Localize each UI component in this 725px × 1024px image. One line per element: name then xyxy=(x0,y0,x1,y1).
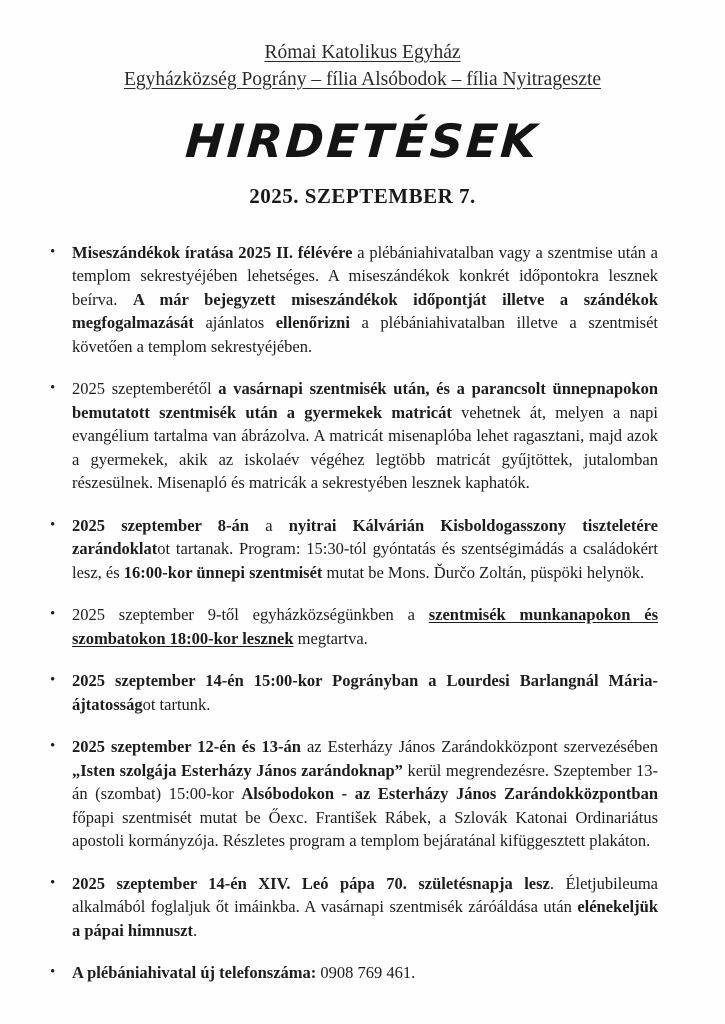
announcement-item xyxy=(50,603,658,650)
page-title: HIRDETÉSEK xyxy=(183,113,542,168)
bullet-icon: • xyxy=(50,672,56,689)
text-segment: a plébániahivatalban vagy a szentmise után a templom sekrestyéjében lehetséges. A miseszándékok konkrét időpontokra lesznek beírva. xyxy=(72,242,658,309)
text-segment: 2025 szeptember 12-én és 13-án xyxy=(72,737,301,757)
bullet-icon: • xyxy=(50,516,56,533)
text-segment: 2025 szeptemberétől xyxy=(72,379,219,399)
text-segment: megtartva. xyxy=(293,628,368,648)
text-segment: ot tartanak. Program: 15:30-tól gyóntatás és szentségimádás a családokért lesz, és xyxy=(72,539,658,582)
parish-name xyxy=(0,67,725,94)
announcement-text xyxy=(72,514,658,585)
text-segment: 16:00-kor ünnepi szentmisét xyxy=(123,562,323,582)
announcement-list xyxy=(0,241,725,985)
text-segment: a plébániahivatalban illetve a szentmisét követően a templom sekrestyéjében. xyxy=(72,313,658,356)
date-heading: 2025. SZEPTEMBER 7. xyxy=(249,183,476,208)
announcement-item xyxy=(50,735,658,853)
text-segment: 2025 szeptember 8-án xyxy=(72,515,249,535)
text-segment: 2025 szeptember 14-én XIV. Leó pápa 70. születésnapja lesz xyxy=(72,873,550,893)
text-segment: a xyxy=(248,515,289,535)
text-segment: ajánlatos xyxy=(193,313,276,333)
text-segment: 0908 769 461. xyxy=(316,963,416,983)
text-segment: . xyxy=(193,920,198,940)
announcement-item xyxy=(50,514,658,585)
church-name xyxy=(0,40,725,67)
bullet-icon: • xyxy=(50,380,56,397)
text-segment: szentmisék munkanapokon és szombatokon 18:00-kor lesznek xyxy=(72,605,659,648)
text-segment: kerül megrendezésre. Szeptember 13-án (szombat) 15:00-kor xyxy=(72,760,659,804)
text-segment: mutat be Mons. Ďurčo Zoltán, püspöki helynök. xyxy=(322,562,645,582)
bullet-icon: • xyxy=(50,738,56,755)
announcement-text xyxy=(72,377,658,495)
text-segment: nyitrai Kálvárián Kisboldogasszony tiszteletére zarándoklat xyxy=(72,515,658,559)
text-segment: ot tartunk. xyxy=(142,694,211,714)
text-segment: 2025 szeptember 9-től egyházközségünkben a xyxy=(72,605,429,625)
text-segment: elénekeljük a pápai himnuszt xyxy=(72,897,658,940)
announcement-item xyxy=(50,669,658,716)
text-segment: A plébániahivatal új telefonszáma: xyxy=(72,963,317,983)
announcement-text xyxy=(72,961,658,985)
announcement-item xyxy=(50,872,658,943)
text-segment: a vasárnapi szentmisék után, és a parancsolt ünnepnapokon bemutatott szentmisék után a gyermekek matricát xyxy=(72,379,659,422)
announcement-text xyxy=(72,241,658,359)
announcement-text xyxy=(72,669,658,716)
text-segment: 2025 szeptember 14-én 15:00-kor Pogrányban a Lourdesi Barlangnál Mária-ájtatosság xyxy=(72,671,658,714)
text-segment: ellenőrizni xyxy=(275,313,350,333)
text-segment: Miseszándékok íratása 2025 II. félévére xyxy=(72,242,353,262)
text-segment: A már bejegyzett miseszándékok időpontját illetve a szándékok megfogalmazását xyxy=(72,289,658,333)
document-header xyxy=(0,40,725,94)
announcement-text xyxy=(72,872,658,943)
text-segment: az Esterházy János Zarándokközpont szervezésében xyxy=(300,737,658,757)
parish-name-text: Egyházközség Pográny – fília Alsóbodok – fília Nyitrageszte xyxy=(123,68,602,90)
church-name-text: Római Katolikus Egyház xyxy=(264,42,461,63)
text-segment: főpapi szentmisét mutat be Őexc. František Rábek, a Szlovák Katonai Ordinariátus apostoli kormányzója. Részletes program a templom bejáratánal kifüggesztett plakáton. xyxy=(72,807,658,851)
bullet-icon: • xyxy=(50,964,56,981)
text-segment: . Életjubileuma alkalmából foglaljuk őt imáinkba. A vasárnapi szentmisék záróáldása után xyxy=(72,873,658,917)
text-segment: vehetnek át, melyen a napi evangélium tartalma van ábrázolva. A matricát misenaplóba lehet ragasztani, majd azok a gyermekek, akik az iskolaév végéhez legtöbb matricát gyűjtöttek, jutalomban részesülnek. Misenapló és matricák a sekrestyében lesznek kaphatók. xyxy=(72,402,659,493)
announcement-item xyxy=(50,961,658,985)
bullet-icon: • xyxy=(50,606,56,623)
announcement-item xyxy=(50,241,658,359)
bullet-icon: • xyxy=(50,874,56,891)
text-segment: Alsóbodokon - az Esterházy János Zarándokközpontban xyxy=(241,784,659,804)
text-segment: „Isten szolgája Esterházy János zarándoknap” xyxy=(72,760,403,780)
announcement-text xyxy=(72,735,658,853)
announcement-item xyxy=(50,377,658,495)
bullet-icon: • xyxy=(50,243,56,260)
announcement-text xyxy=(72,603,658,650)
